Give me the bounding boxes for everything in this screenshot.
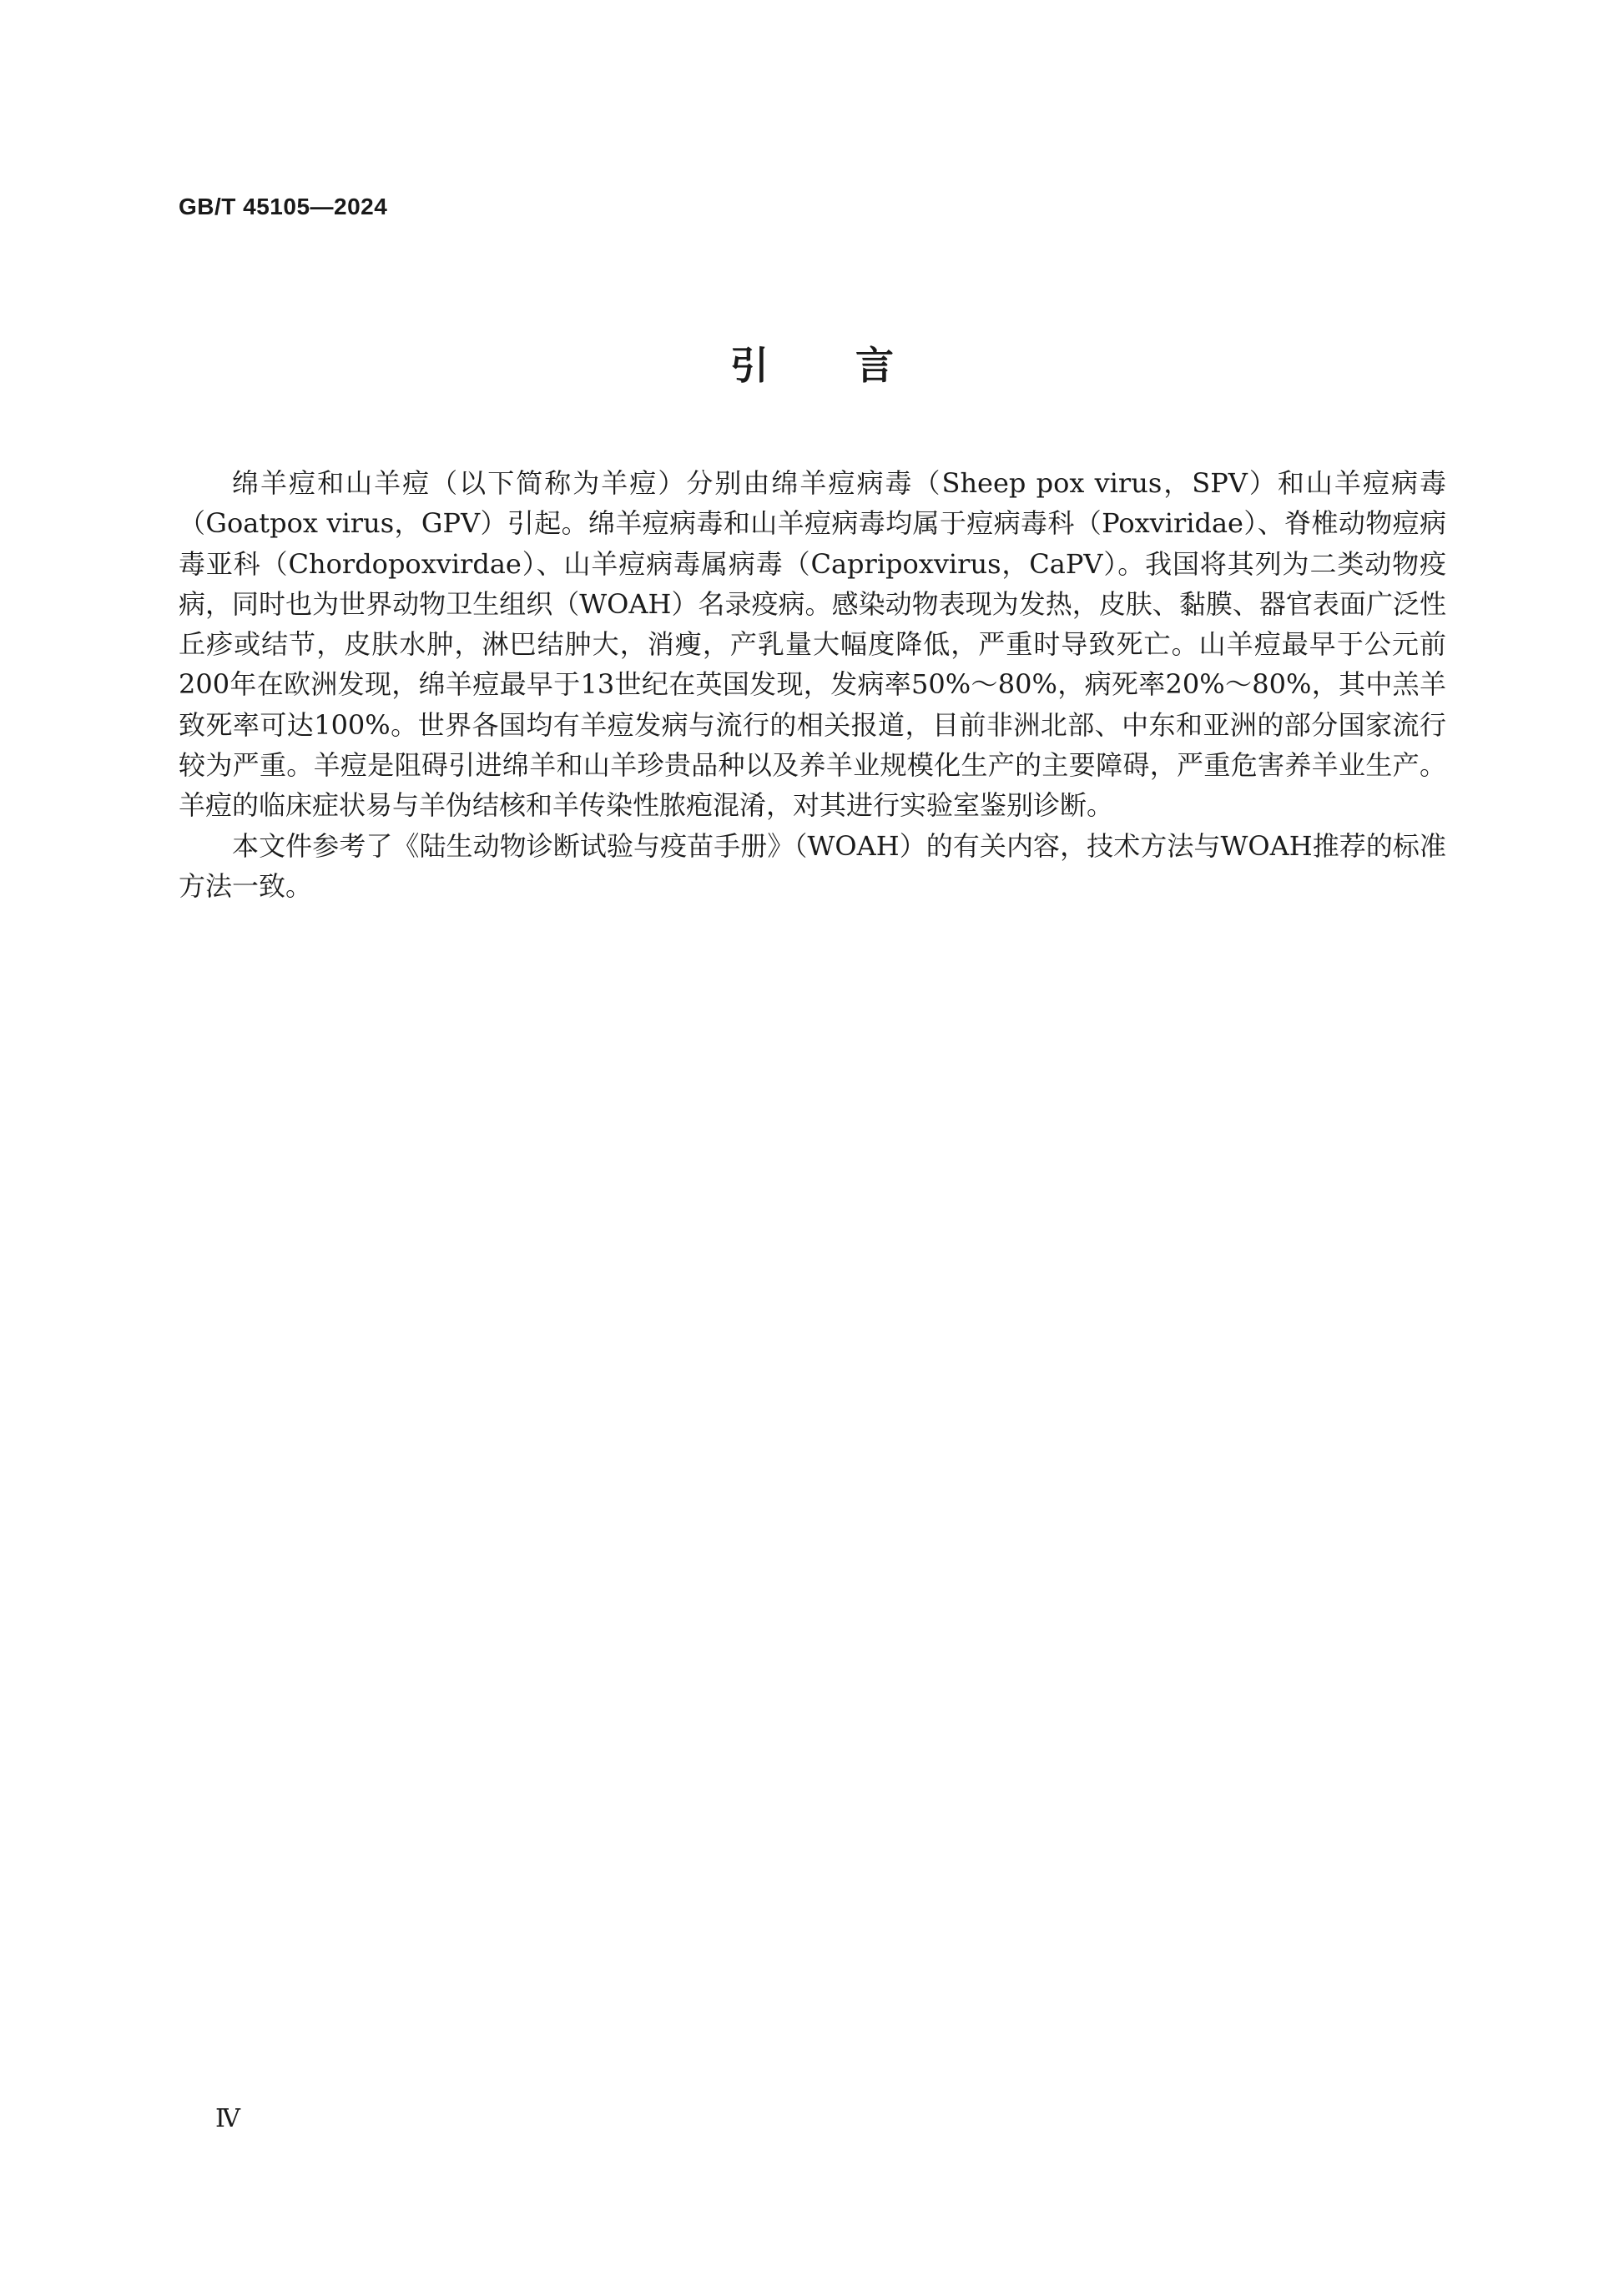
paragraph: 本文件参考了《陆生动物诊断试验与疫苗手册》（WOAH）的有关内容，技术方法与WOAH推荐的标准方法一致。 <box>179 829 1446 902</box>
page-title: 引言 <box>730 343 981 388</box>
paragraph: 绵羊痘和山羊痘（以下简称为羊痘）分别由绵羊痘病毒（Sheep pox virus，SPV）和山羊痘病毒（Goatpox virus，GPV）引起。绵羊痘病毒和山羊痘病毒均属于痘病毒科（Poxviridae）、脊椎动物痘病毒亚科（Chordopoxvirdae）、山羊痘病毒属病毒（Capripoxvirus，CaPV）。我国将其列为二类动物疫病，同时也为世界动物卫生组织（WOAH）名录疫病。感染动物表现为发热，皮肤、黏膜、器官表面广泛性丘疹或结节，皮肤水肿，淋巴结肿大，消瘦，产乳量大幅度降低，严重时导致死亡。山羊痘最早于公元前200年在欧洲发现，绵羊痘最早于13世纪在英国发现，发病率50%～80%，病死率20%～80%，其中羔羊致死率可达100%。世界各国均有羊痘发病与流行的相关报道，目前非洲北部、中东和亚洲的部分国家流行较为严重。羊痘是阻碍引进绵羊和山羊珍贵品种以及养羊业规模化生产的主要障碍，严重危害养羊业生产。羊痘的临床症状易与羊伪结核和羊传染性脓疱混淆，对其进行实验室鉴别诊断。 <box>179 467 1446 822</box>
introduction-body <box>179 463 1446 906</box>
document-code: GB/T 45105—2024 <box>179 194 388 219</box>
page-number: Ⅳ <box>215 2105 240 2132</box>
